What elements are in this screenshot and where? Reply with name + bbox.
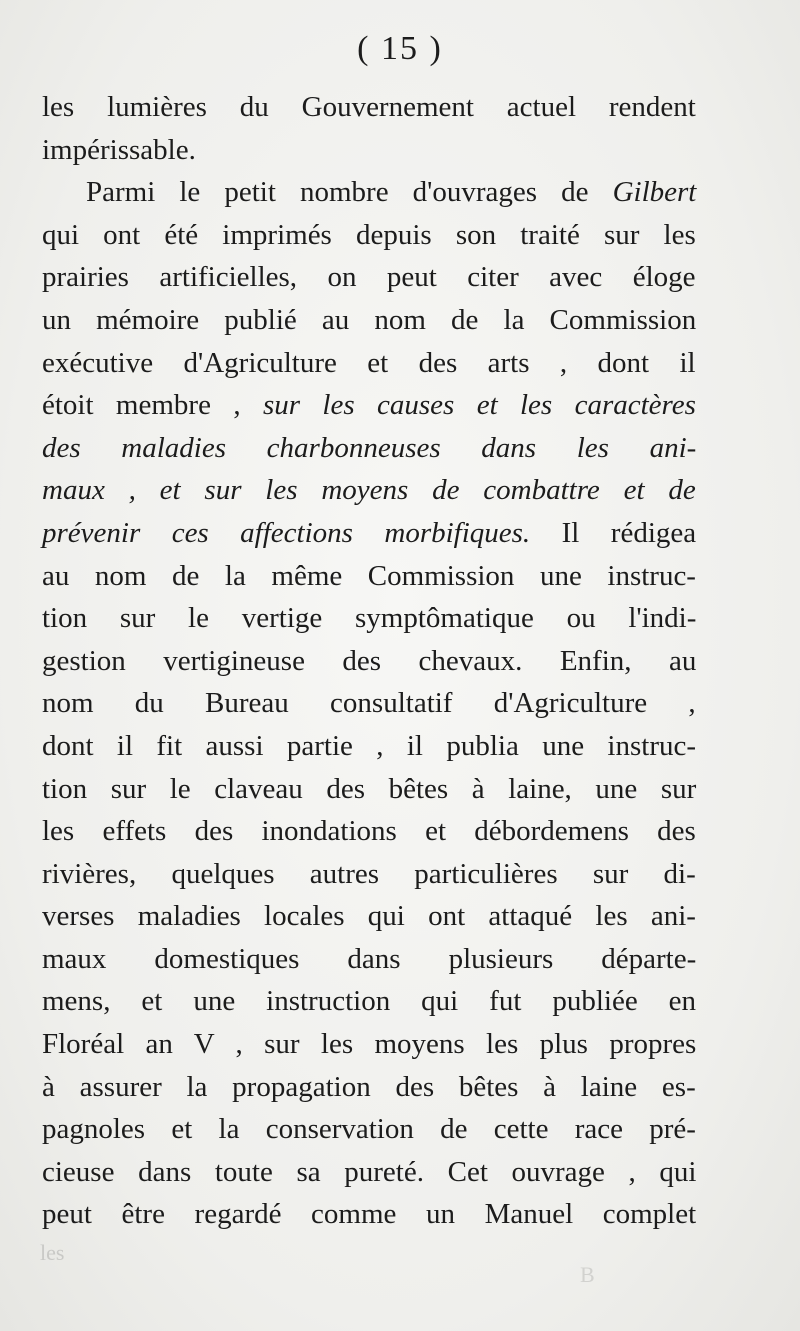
- text-line: qui ont été imprimés depuis son traité sur les: [42, 218, 696, 251]
- text-line: les effets des inondations et débordemens des: [42, 815, 696, 848]
- bleed-through-signature: B: [580, 1262, 595, 1287]
- text-line: maux domestiques dans plusieurs départe-: [42, 942, 697, 975]
- text-line: des maladies charbonneuses dans les ani-: [42, 431, 697, 464]
- text-line: mens, et une instruction qui fut publiée en: [42, 985, 697, 1018]
- text-line: dont il fit aussi partie , il publia une instruc-: [42, 729, 697, 762]
- text-line: au nom de la même Commission une instruc-: [42, 559, 696, 592]
- text-line: maux , et sur les moyens de combattre et de: [42, 474, 696, 507]
- text-line: prairies artificielles, on peut citer avec éloge: [42, 261, 696, 294]
- text-line: exécutive d'Agriculture et des arts , dont il: [42, 346, 696, 379]
- text-line: les lumières du Gouvernement actuel rendent: [42, 91, 696, 123]
- text-line: gestion vertigineuse des chevaux. Enfin, au: [42, 644, 697, 677]
- text-line: peut être regardé comme un Manuel complet: [42, 1198, 697, 1231]
- text-line: tion sur le claveau des bêtes à laine, une sur: [42, 772, 697, 805]
- page-number: ( 15 ): [357, 30, 443, 67]
- text-line: verses maladies locales qui ont attaqué les ani-: [42, 900, 696, 933]
- bleed-through-text: les: [40, 1240, 65, 1265]
- text-line: prévenir ces affections morbifiques. Il rédigea: [42, 516, 697, 549]
- italic-run: prévenir ces affections morbifiques.: [42, 516, 531, 549]
- text-line: pagnoles et la conservation de cette race pré-: [42, 1113, 696, 1146]
- text-line: rivières, quelques autres particulières sur di-: [42, 857, 696, 890]
- text-line: étoit membre , sur les causes et les caractères: [42, 389, 696, 422]
- italic-run: sur les causes et les caractères: [262, 389, 696, 422]
- text-line: à assurer la propagation des bêtes à laine es-: [42, 1070, 696, 1103]
- text-line: tion sur le vertige symptômatique ou l'indi-: [42, 602, 697, 635]
- text-line: cieuse dans toute sa pureté. Cet ouvrage , qui: [42, 1155, 697, 1188]
- text-line: un mémoire publié au nom de la Commission: [42, 303, 697, 336]
- text-line: Parmi le petit nombre d'ouvrages de Gilbert: [86, 176, 697, 209]
- italic-run: Gilbert: [612, 176, 697, 209]
- text-line: nom du Bureau consultatif d'Agriculture ,: [42, 687, 696, 720]
- body-text: [42, 86, 696, 1236]
- text-line: Floréal an V , sur les moyens les plus propres: [42, 1028, 697, 1061]
- text-line: impérissable.: [42, 133, 196, 166]
